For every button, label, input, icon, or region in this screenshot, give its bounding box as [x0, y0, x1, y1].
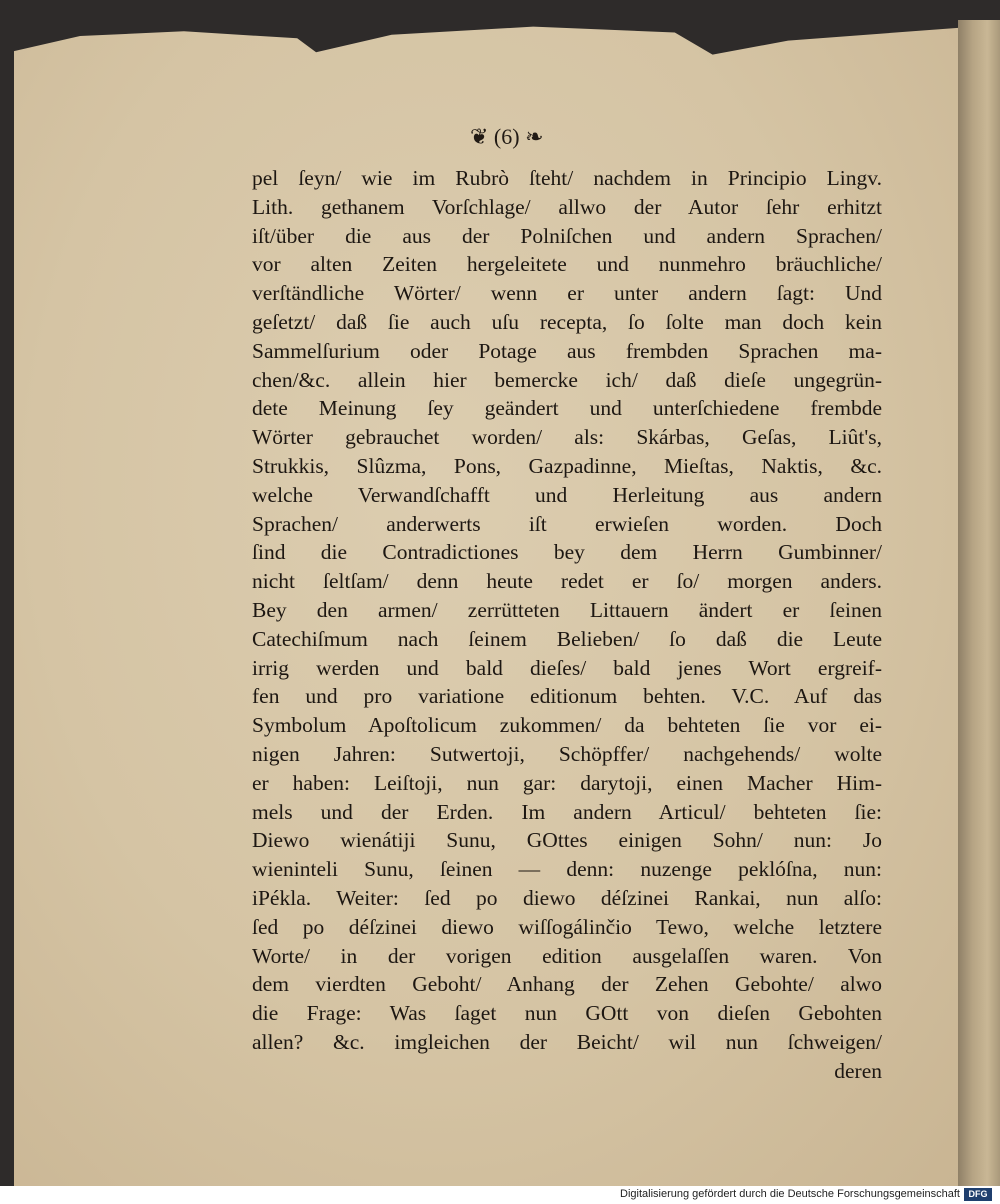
- text-line: nigen Jahren: Sutwertoji, Schöpffer/ nachgehends/ wolte: [252, 741, 882, 766]
- text-line: vor alten Zeiten hergeleitete und nunmehro bräuchliche/: [252, 252, 882, 277]
- text-line: geſetzt/ daß ſie auch uſu recepta, ſo ſolte man doch kein: [252, 309, 882, 334]
- text-line: ſed po déſzinei diewo wiſſogálinčio Tewo, welche letztere: [252, 914, 882, 939]
- text-line: Bey den armen/ zerrütteten Littauern ändert er ſeinen: [252, 597, 882, 622]
- text-line: Lith. gethanem Vorſchlage/ allwo der Autor ſehr erhitzt: [252, 194, 882, 219]
- dfg-logo: DFG: [964, 1188, 992, 1201]
- text-line: fen und pro variatione editionum behten. V.C. Auf das: [252, 684, 882, 709]
- text-line: dete Meinung ſey geändert und unterſchiedene frembde: [252, 396, 882, 421]
- text-line: die Frage: Was ſaget nun GOtt von dieſen Gebohten: [252, 1001, 882, 1026]
- catchword: deren: [834, 1058, 882, 1083]
- page-number-header: ❦ (6) ❧: [470, 124, 544, 149]
- text-line: Diewo wienátiji Sunu, GOttes einigen Sohn/ nun: Jo: [252, 828, 882, 853]
- body-text: [252, 164, 882, 1086]
- text-line: wieninteli Sunu, ſeinen — denn: nuzenge peklóſna, nun:: [252, 857, 882, 882]
- text-line: pel ſeyn/ wie im Rubrò ſteht/ nachdem in Principio Lingv.: [252, 166, 882, 190]
- text-line: Sammelſurium oder Potage aus frembden Sprachen ma-: [252, 338, 882, 363]
- text-line: er haben: Leiſtoji, nun gar: darytoji, einen Macher Him-: [252, 770, 882, 795]
- text-line: Worte/ in der vorigen edition ausgelaſſen waren. Von: [252, 943, 882, 968]
- text-line: iſt/über die aus der Polniſchen und andern Sprachen/: [252, 223, 882, 248]
- text-line: Strukkis, Slûzma, Pons, Gazpadinne, Mieſtas, Naktis, &c.: [252, 453, 882, 478]
- text-line: Sprachen/ anderwerts iſt erwieſen worden. Doch: [252, 511, 882, 536]
- text-line: chen/&c. allein hier bemercke ich/ daß dieſe ungegrün-: [252, 367, 882, 392]
- text-line: Catechiſmum nach ſeinem Belieben/ ſo daß die Leute: [252, 626, 882, 651]
- text-line: ſind die Contradictiones bey dem Herrn Gumbinner/: [252, 540, 882, 565]
- text-line: allen? &c. imgleichen der Beicht/ wil nun ſchweigen/: [252, 1029, 882, 1054]
- text-line: irrig werden und bald dieſes/ bald jenes Wort ergreif-: [252, 655, 882, 680]
- text-line: dem vierdten Geboht/ Anhang der Zehen Gebohte/ alwo: [252, 972, 882, 997]
- text-line: Symbolum Apoſtolicum zukommen/ da behteten ſie vor ei-: [252, 713, 882, 738]
- text-line: mels und der Erden. Im andern Articul/ behteten ſie:: [252, 799, 882, 824]
- text-line: welche Verwandſchafft und Herleitung aus andern: [252, 482, 882, 507]
- text-line: iPékla. Weiter: ſed po diewo déſzinei Rankai, nun alſo:: [252, 885, 882, 910]
- adjacent-page-edge: [958, 20, 1000, 1190]
- text-line: verſtändliche Wörter/ wenn er unter andern ſagt: Und: [252, 281, 882, 306]
- text-line: nicht ſeltſam/ denn heute redet er ſo/ morgen anders.: [252, 569, 882, 594]
- text-line: Wörter gebrauchet worden/ als: Skárbas, Geſas, Liût's,: [252, 425, 882, 450]
- funding-credit: Digitalisierung gefördert durch die Deutsche Forschungsgemeinschaft: [620, 1188, 960, 1200]
